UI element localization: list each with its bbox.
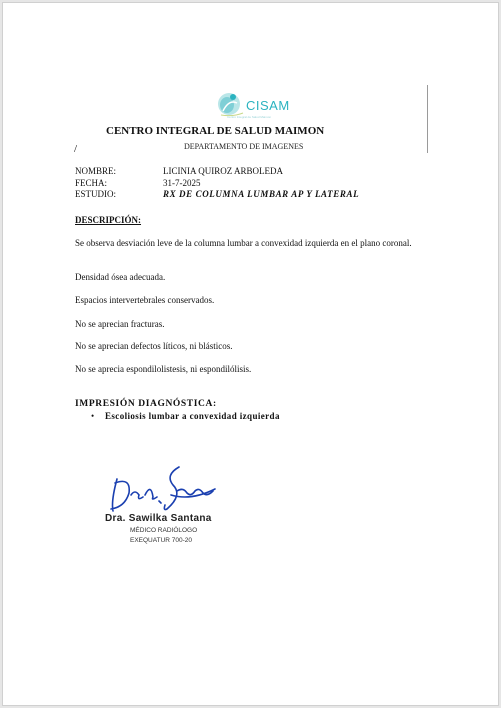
impression-heading: IMPRESIÓN DIAGNÓSTICA: xyxy=(75,399,217,409)
patient-name: LICINIA QUIROZ ARBOLEDA xyxy=(163,166,283,176)
study-date: 31-7-2025 xyxy=(163,178,201,188)
cursor-mark: / xyxy=(74,143,78,155)
study-name: RX DE COLUMNA LUMBAR AP Y LATERAL xyxy=(163,189,360,199)
handwritten-signature xyxy=(107,461,219,517)
bullet-icon: • xyxy=(91,411,95,421)
document-page xyxy=(2,2,499,706)
margin-rule xyxy=(427,85,428,153)
finding-paragraph: No se aprecian defectos líticos, ni blásticos. xyxy=(75,341,233,351)
finding-paragraph: Espacios intervertebrales conservados. xyxy=(75,295,215,305)
logo-subtext: Centro Integral de Salud Maimon xyxy=(227,115,272,119)
organization-name: CENTRO INTEGRAL DE SALUD MAIMON xyxy=(106,125,325,137)
finding-paragraph: Densidad ósea adecuada. xyxy=(75,272,166,282)
description-heading: DESCRIPCIÓN: xyxy=(75,215,142,225)
study-label: ESTUDIO: xyxy=(75,189,116,199)
impression-item: Escoliosis lumbar a convexidad izquierda xyxy=(105,411,280,421)
department-name: DEPARTAMENTO DE IMAGENES xyxy=(184,142,304,151)
doctor-exequatur: EXEQUATUR 700-20 xyxy=(130,537,193,544)
name-label: NOMBRE: xyxy=(75,166,117,176)
finding-paragraph: No se aprecia espondilolistesis, ni espondilólisis. xyxy=(75,364,252,374)
finding-paragraph: Se observa desviación leve de la columna lumbar a convexidad izquierda en el plano coronal. xyxy=(75,238,412,248)
doctor-name: Dra. Sawilka Santana xyxy=(105,513,212,524)
finding-paragraph: No se aprecian fracturas. xyxy=(75,319,165,329)
date-label: FECHA: xyxy=(75,178,108,188)
doctor-title: MÉDICO RADIÓLOGO xyxy=(130,527,198,534)
logo-text: CISAM xyxy=(246,98,290,113)
